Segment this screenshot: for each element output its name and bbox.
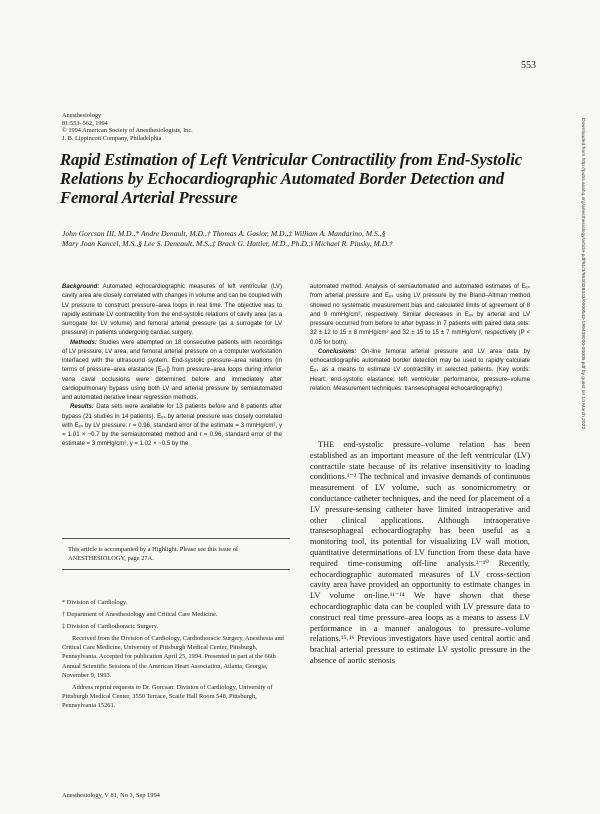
footnote-surgery: ‡ Division of Cardiothoracic Surgery.	[62, 623, 159, 631]
address-note: Address reprint requests to Dr. Gorcsan: Division of Cardiology, University of Pittsburgh Medical Center, 3550 Terrace, Scaife Hall Room 548, Pittsburgh, Pennsylvania 15261.	[62, 683, 273, 709]
authors-line-2: Mary Joan Kancel, M.S.,§ Lee S. Deneault, M.S.,‡ Brack G. Hattler, M.D., Ph.D.,‖ Michael R. Pinsky, M.D.†	[62, 238, 393, 248]
results-label: Results:	[70, 404, 94, 411]
footnote-cardiology: * Division of Cardiology.	[62, 599, 128, 606]
abstract-column-left	[62, 283, 282, 450]
copyright: © 1994 American Society of Anesthesiologists, Inc.	[62, 127, 193, 135]
highlight-note: This article is accompanied by a Highlight. Please see this issue of ANESTHESIOLOGY, page 27A.	[62, 538, 290, 570]
footnote-anesthesiology: † Department of Anesthesiology and Critical Care Medicine.	[62, 611, 218, 619]
methods-label: Methods:	[70, 339, 97, 346]
body-text	[310, 440, 530, 667]
conclusions-label: Conclusions:	[318, 348, 357, 355]
background-label: Background:	[62, 284, 100, 290]
download-watermark: Downloaded from http://pubs.asahq.org/anesthesiology/article-pdf/81/3/553/328443/0000542-199409000-00005.pdf by guest on 10 March 2022	[580, 118, 585, 430]
journal-meta	[62, 112, 302, 142]
abstract-conclusions	[310, 348, 530, 394]
body-paragraph: THE end-systolic pressure–volume relation has been established as an important measure of the left ventricular (LV) contractile state because of its relative insensitivity to loading conditions.¹⁻² The technical and invasive demands of continuous measurement of LV volume, such as sonomicrometry or conductance catheter techniques, and the need for placement of a LV pressure-sensing catheter have limited intraoperative and other clinical applications. Although intraoperative transesophageal echocardiography has been useful as a monitoring tool, its potential for visualizing LV wall motion, quantitative determinations of LV function from these data have required time-consuming off-line analysis.³⁻¹⁰ Recently, echocardiographic automated measures of LV cross-section cavity area have provided an opportunity to estimate changes in LV volume on-line.¹¹⁻¹⁴ We have shown that these echocardiographic data can be coupled with LV pressure data to construct real time pressure–area loops as a means to assess LV performance in a manner analogous to pressure–volume relations.¹⁵˒¹⁶ Previous investigators have used central aortic and brachial arterial pressure to estimate LV systolic pressure in the absence of aortic stenosis	[310, 440, 530, 665]
article-title: Rapid Estimation of Left Ventricular Contractility from End-Systolic Relations by Echocardiographic Automated Border Detection and Femoral Arterial Pressure	[60, 150, 523, 207]
journal-name: Anesthesiology	[62, 112, 102, 119]
keywords-text: (Key words: Heart: end-systolic elastance; left ventricular performance; pressure–volume relation. Measurement techniques: transesophageal echocardiography.)	[310, 367, 530, 392]
author-list	[62, 229, 532, 248]
abstract-background	[62, 283, 282, 339]
conclusions-text: On-line femoral arterial pressure and LV area data by echocardiographic automated border detection may be used to rapidly calculate Eₑₛ as a means to estimate LV contractility in selected patients.	[310, 348, 530, 374]
publisher: J. B. Lippincott Company, Philadelphia	[62, 134, 162, 142]
results-text: Data sets were available for 13 patients before and 8 patients after bypass (21 studies in 14 patients). Eₑₛ by arterial pressure was closely correlated with Eₑₛ by LV pressure: r = 0.96, standard error of the estimate = 3 mmHg/cm², y = 1.01 × −0.7 by the semiautomated method and r = 0.96, standard error of the estimate = 3 mmHg/cm², y = 1.02 × −0.5 by the	[62, 404, 282, 448]
journal-citation: 81:553–562, 1994	[62, 119, 108, 127]
background-text: Automated echocardiographic measures of left ventricular (LV) cavity area are closely correlated with changes in volume and can be coupled with LV pressure to construct pressure–area loops in real time. The objective was to rapidly estimate LV contractility from the end-systolic relations of cavity area (as a surrogate for LV volume) and femoral arterial pressure (as a surrogate for LV pressure) in patients undergoing cardiac surgery.	[62, 284, 282, 337]
abstract-results-cont: automated method. Analysis of semiautomated and automated estimates of Eₑₛ from arterial pressure and Eₑₛ using LV pressure by the Bland–Altman method showed no systematic measurement bias and calculated limits of agreement of 8 and 9 mmHg/cm², respectively. Similar decreases in Eₑₛ by arterial and LV pressure occurred from before to after bypass in 7 patients with paired data sets: 32 ± 12 to 15 ± 8 mmHg/cm² and 32 ± 15 to 15 ± 7 mmHg/cm², respectively (P < 0.05 for both).	[310, 284, 530, 346]
journal-footer: Anesthesiology, V 81, No 3, Sep 1994	[62, 792, 160, 799]
methods-text: Studies were attempted on 18 consecutive patients with recordings of LV pressure, LV area, and femoral arterial pressure on a computer workstation interfaced with the ultrasound system. End-systolic pressure–area relations (in terms of pressure–area elastance [Eₑₛ]) from pressure–area loops during inferior vena caval occlusions were determined before and immediately after cardiopulmonary bypass using both LV and arterial pressure by semiautomated and automated iterative linear regression methods.	[62, 339, 282, 401]
abstract-results	[62, 403, 282, 449]
page-number: 553	[521, 60, 536, 71]
abstract-column-right	[310, 283, 530, 394]
received-note: Received from the Division of Cardiology, Cardiothoracic Surgery, Anesthesia and Critical Care Medicine, University of Pittsburgh Medical Center, Pittsburgh, Pennsylvania. Accepted for publication April 25, 1994. Presented in part at the 66th Annual Scientific Sessions of the American Heart Association, Atlanta, Georgia, November 9, 1993.	[62, 635, 284, 679]
abstract-methods	[62, 339, 282, 404]
authors-line-1: John Gorcsan III, M.D.,* Andre Denault, M.D.,† Thomas A. Gasior, M.D.,‡ William A. Mandarino, M.S.,§	[62, 229, 386, 238]
footnotes	[62, 598, 284, 713]
